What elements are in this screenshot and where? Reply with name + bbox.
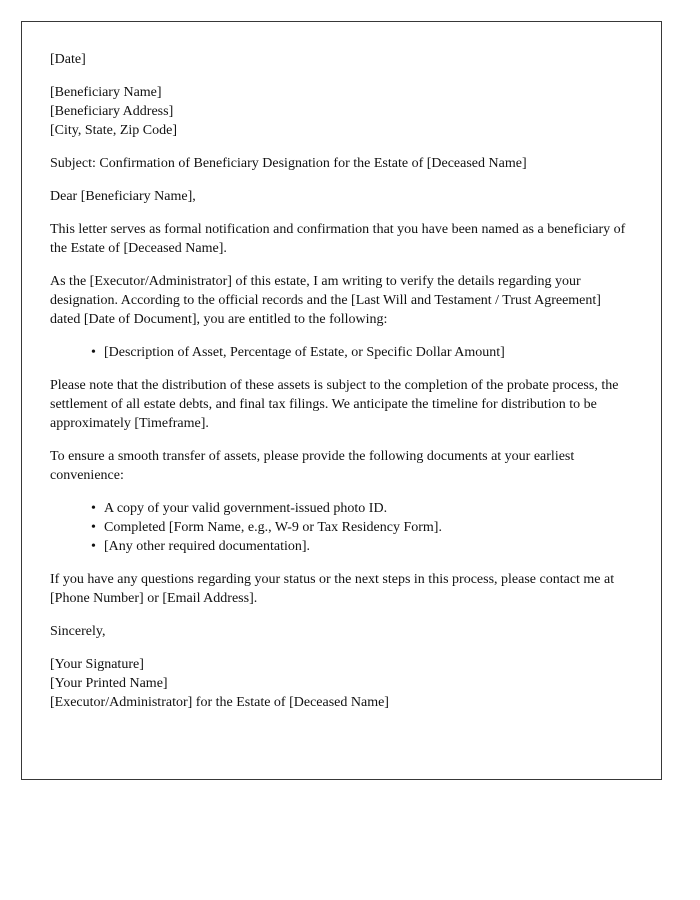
recipient-city-state-zip-line: [City, State, Zip Code] [50, 123, 178, 138]
letter-content [22, 22, 661, 712]
date-line: [Date] [50, 52, 86, 67]
printed-name-line: [Your Printed Name] [50, 676, 168, 691]
executor-title-line: [Executor/Administrator] for the Estate of [Deceased Name] [50, 695, 389, 710]
paragraph-intro: This letter serves as formal notification and confirmation that you have been named as a beneficiary of the Estate of [Deceased Name]. [50, 222, 626, 256]
paragraph-documents-request: To ensure a smooth transfer of assets, please provide the following documents at your earliest convenience: [50, 449, 575, 483]
letter-border-frame [21, 21, 662, 780]
closing: Sincerely, [50, 624, 106, 639]
paragraph-distribution: Please note that the distribution of these assets is subject to the completion of the probate process, the settlement of all estate debts, and final tax filings. We anticipate the timeline for distribution to be approximately [Timeframe]. [50, 378, 619, 431]
paragraph-designation: As the [Executor/Administrator] of this estate, I am writing to verify the details regarding your designation. According to the official records and the [Last Will and Testament / Trust Agreement] dated [Date of Document], you are entitled to the following: [50, 274, 601, 327]
list-item: • Completed [Form Name, e.g., W-9 or Tax Residency Form]. [91, 518, 633, 537]
recipient-address-line: [Beneficiary Address] [50, 104, 174, 119]
paragraph-questions: If you have any questions regarding your status or the next steps in this process, please contact me at [Phone Number] or [Email Address]. [50, 572, 615, 606]
signature-line: [Your Signature] [50, 657, 144, 672]
list-item: • A copy of your valid government-issued photo ID. [91, 499, 633, 518]
list-item: • [Any other required documentation]. [91, 537, 633, 556]
salutation: Dear [Beneficiary Name], [50, 189, 196, 204]
signature-block [50, 655, 633, 712]
list-item: • [Description of Asset, Percentage of Estate, or Specific Dollar Amount] [91, 343, 633, 362]
subject-line: Subject: Confirmation of Beneficiary Designation for the Estate of [Deceased Name] [50, 156, 527, 171]
recipient-address-block [50, 83, 633, 140]
entitlement-bullet-list [50, 343, 633, 362]
documents-bullet-list [50, 499, 633, 556]
recipient-name-line: [Beneficiary Name] [50, 85, 162, 100]
